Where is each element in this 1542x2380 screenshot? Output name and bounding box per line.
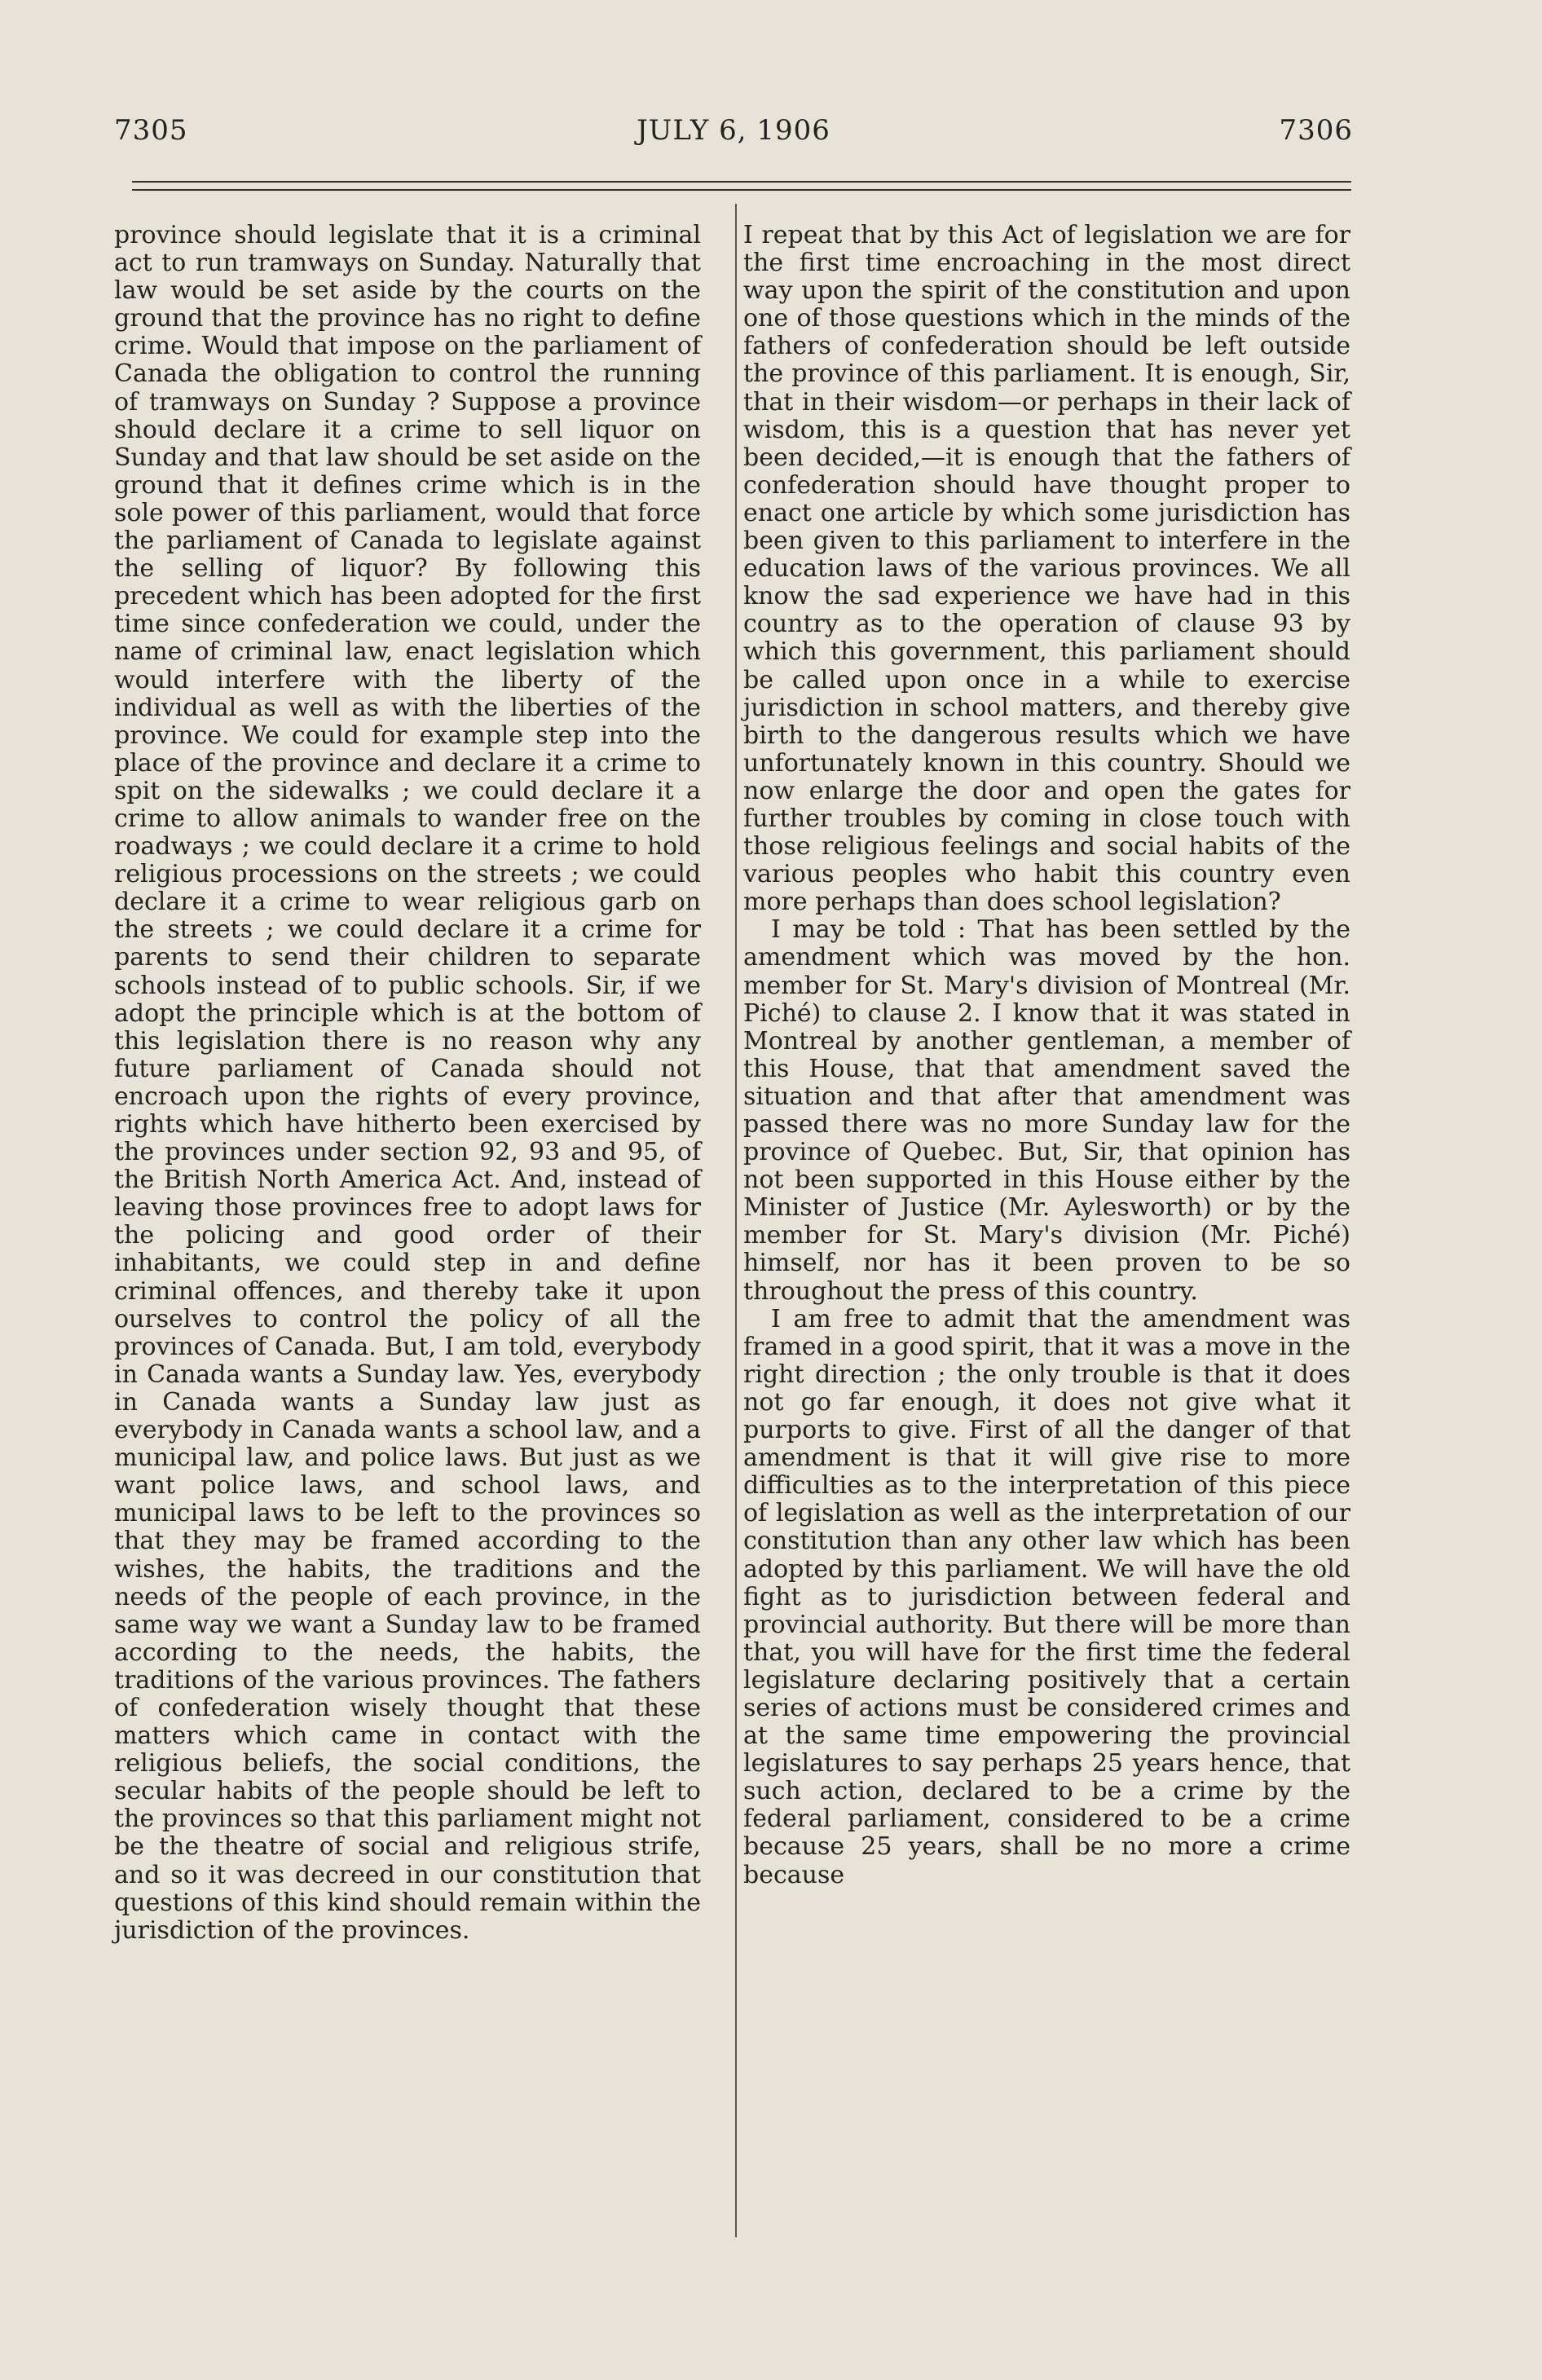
right-paragraph-3: I am free to admit that the amendment was framed in a good spirit, that it was a move in the right direction ; the only trouble is that it does not go far enough, it does not give what it purports to give. First of all the danger of that amendment is that it will give rise to more difficulties as to the interpretation of this piece of legislation as well as the interpretation of our constitution than any other law which has been adopted by this parliament. We will have the old fight as to jurisdiction between federal and provincial authority. But there will be more than that, you will have for the first time the federal legislature declaring positively that a certain series of actions must be considered crimes and at the same time empowering the provincial legislatures to say perhaps 25 years hence, that such action, declared to be a crime by the federal parliament, considered to be a crime because 25 years, shall be no more a crime because [743,1304,1350,1889]
header-rule-top [132,181,1351,183]
left-page-number: 7305 [114,114,188,147]
right-column [743,222,1350,1889]
page-header [114,114,1353,163]
right-paragraph-2: I may be told : That has been settled by the amendment which was moved by the hon. member for St. Mary's division of Montreal (Mr. Piché) to clause 2. I know that it was stated in Montreal by another gentleman, a member of this House, that that amendment saved the situation and that after that amendment was passed there was no more Sunday law for the province of Quebec. But, Sir, that opinion has not been supported in this House either by the Minister of Justice (Mr. Aylesworth) or by the member for St. Mary's division (Mr. Piché) himself, nor has it been proven to be so throughout the press of this country. [743,915,1350,1306]
column-divider [735,204,737,2237]
left-column [114,222,701,1945]
right-page-number: 7306 [1279,114,1353,147]
right-paragraph-1: I repeat that by this Act of legislation we are for the first time encroaching in the most direct way upon the spirit of the constitution and upon one of those questions which in the minds of the fathers of confederation should be left outside the province of this parliament. It is enough, Sir, that in their wisdom—or perhaps in their lack of wisdom, this is a question that has never yet been decided,—it is enough that the fathers of confederation should have thought proper to enact one article by which some jurisdiction has been given to this parliament to interfere in the education laws of the various provinces. We all know the sad experience we have had in this country as to the operation of clause 93 by which this government, this parliament should be called upon once in a while to exercise jurisdiction in school matters, and thereby give birth to the dangerous results which we have unfortunately known in this country. Should we now enlarge the door and open the gates for further troubles by coming in close touch with those religious feelings and social habits of the various peoples who habit this country even more perhaps than does school legislation? [743,221,1350,917]
header-rule-bottom [132,189,1351,191]
left-paragraph-1: province should legislate that it is a criminal act to run tramways on Sunday. Naturally that law would be set aside by the courts on the ground that the province has no right to define crime. Would that impose on the parliament of Canada the obligation to control the running of tramways on Sunday ? Suppose a province should declare it a crime to sell liquor on Sunday and that law should be set aside on the ground that it defines crime which is in the sole power of this parliament, would that force the parliament of Canada to legislate against the selling of liquor? By following this precedent which has been adopted for the first time since confederation we could, under the name of criminal law, enact legislation which would interfere with the liberty of the individual as well as with the liberties of the province. We could for example step into the place of the province and declare it a crime to spit on the sidewalks ; we could declare it a crime to allow animals to wander free on the roadways ; we could declare it a crime to hold religious processions on the streets ; we could declare it a crime to wear religious garb on the streets ; we could declare it a crime for parents to send their children to separate schools instead of to public schools. Sir, if we adopt the principle which is at the bottom of this legislation there is no reason why any future parliament of Canada should not encroach upon the rights of every province, rights which have hitherto been exercised by the provinces under section 92, 93 and 95, of the British North America Act. And, instead of leaving those provinces free to adopt laws for the policing and good order of their inhabitants, we could step in and define criminal offences, and thereby take it upon ourselves to control the policy of all the provinces of Canada. But, I am told, everybody in Canada wants a Sunday law. Yes, everybody in Canada wants a Sunday law just as everybody in Canada wants a school law, and a municipal law, and police laws. But just as we want police laws, and school laws, and municipal laws to be left to the provinces so that they may be framed according to the wishes, the habits, the traditions and the needs of the people of each province, in the same way we want a Sunday law to be framed according to the needs, the habits, the traditions of the various provinces. The fathers of confederation wisely thought that these matters which came in contact with the religious beliefs, the social conditions, the secular habits of the people should be left to the provinces so that this parliament might not be the theatre of social and religious strife, and so it was decreed in our constitution that questions of this kind should remain within the jurisdiction of the provinces. [114,221,701,1945]
header-date: JULY 6, 1906 [637,114,830,147]
